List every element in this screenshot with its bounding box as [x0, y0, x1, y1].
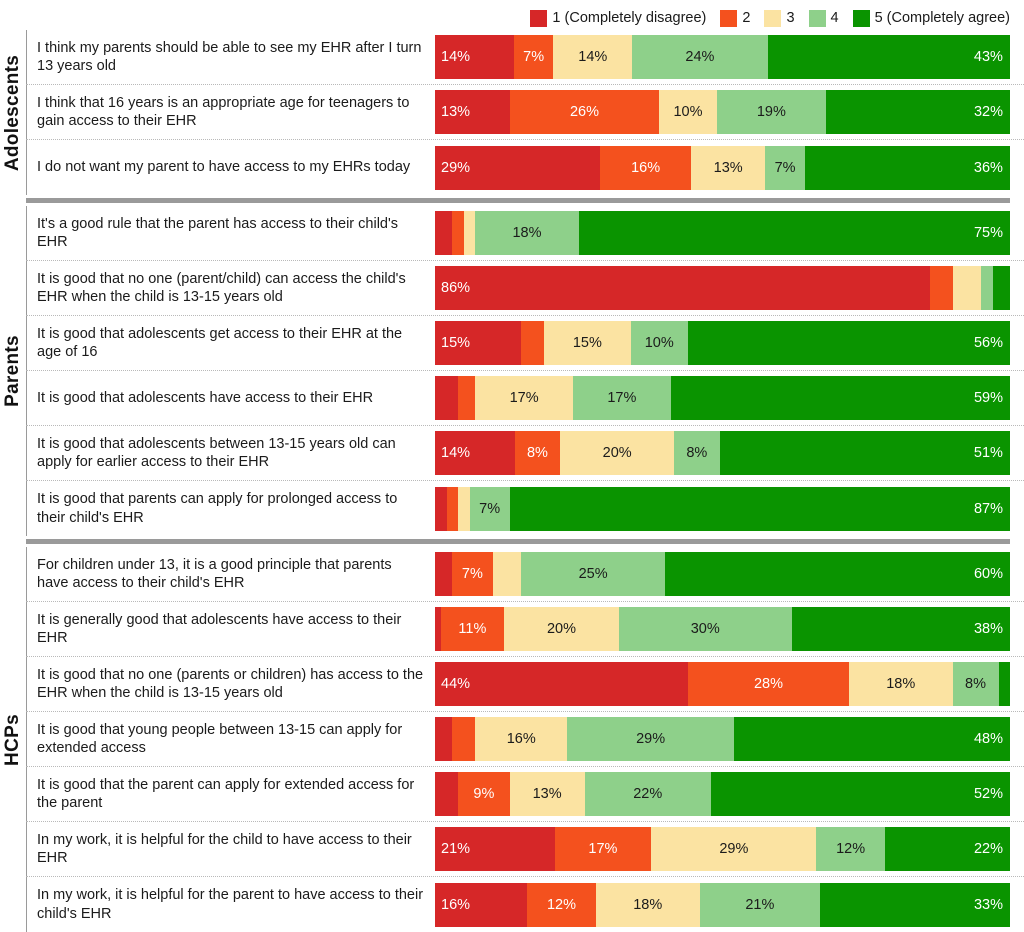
group-label: HCPs — [2, 713, 23, 766]
legend-swatch — [809, 10, 826, 27]
stacked-bar — [435, 321, 1010, 365]
bar-segment-2: 17% — [555, 827, 652, 871]
bar-segment-2 — [458, 376, 475, 420]
row-label: It is good that young people between 13-15 can apply for extended access — [26, 712, 435, 766]
bar-segment-4: 30% — [619, 607, 792, 651]
chart-row — [26, 602, 1024, 657]
legend-item — [809, 10, 839, 27]
bar-segment-1: 14% — [435, 431, 515, 475]
bar-segment-2: 7% — [452, 552, 492, 596]
stacked-bar — [435, 266, 1010, 310]
bar-segment-5: 52% — [711, 772, 1010, 816]
stacked-bar — [435, 827, 1010, 871]
stacked-bar — [435, 772, 1010, 816]
row-label: I think my parents should be able to see my EHR after I turn 13 years old — [26, 30, 435, 84]
bar-segment-5: 75% — [579, 211, 1010, 255]
legend-label: 1 (Completely disagree) — [552, 10, 707, 26]
bar-wrapper — [435, 140, 1024, 195]
bar-segment-2: 7% — [514, 35, 553, 79]
bar-segment-1 — [435, 552, 452, 596]
bar-segment-3: 13% — [691, 146, 765, 190]
chart-row — [26, 30, 1024, 85]
bar-segment-3: 14% — [553, 35, 632, 79]
bar-segment-3: 20% — [560, 431, 674, 475]
bar-wrapper — [435, 877, 1024, 932]
chart-row — [26, 877, 1024, 932]
bar-wrapper — [435, 30, 1024, 84]
bar-segment-2: 16% — [600, 146, 691, 190]
bar-wrapper — [435, 261, 1024, 315]
bar-segment-5: 43% — [768, 35, 1010, 79]
bar-segment-1: 16% — [435, 883, 527, 927]
bar-segment-3: 15% — [544, 321, 630, 365]
legend-label: 5 (Completely agree) — [874, 10, 1010, 26]
group-label-cell — [0, 30, 26, 195]
bar-segment-3: 16% — [475, 717, 567, 761]
bar-segment-2 — [447, 487, 459, 531]
bar-segment-2 — [521, 321, 544, 365]
bar-wrapper — [435, 481, 1024, 536]
bar-segment-3 — [464, 211, 476, 255]
bar-segment-1 — [435, 376, 458, 420]
bar-segment-1: 14% — [435, 35, 514, 79]
chart-row — [26, 140, 1024, 195]
chart-row — [26, 767, 1024, 822]
chart-row — [26, 371, 1024, 426]
bar-segment-4: 8% — [674, 431, 720, 475]
row-label: It is generally good that adolescents have access to their EHR — [26, 602, 435, 656]
chart-row — [26, 712, 1024, 767]
legend-swatch — [720, 10, 737, 27]
group-adolescents — [0, 30, 1024, 195]
bar-segment-3: 18% — [596, 883, 700, 927]
stacked-bar — [435, 662, 1010, 706]
bar-segment-5: 38% — [792, 607, 1011, 651]
bar-segment-5: 60% — [665, 552, 1010, 596]
legend-label: 4 — [830, 10, 839, 26]
bar-segment-4: 22% — [585, 772, 712, 816]
bar-segment-1 — [435, 487, 447, 531]
row-label: For children under 13, it is a good principle that parents have access to their child's EHR — [26, 547, 435, 601]
bar-segment-2: 26% — [510, 90, 660, 134]
row-label: It is good that the parent can apply for extended access for the parent — [26, 767, 435, 821]
bar-segment-3: 29% — [651, 827, 816, 871]
bar-segment-4: 12% — [816, 827, 884, 871]
bar-segment-5: 87% — [510, 487, 1010, 531]
stacked-bar — [435, 376, 1010, 420]
bar-segment-4: 8% — [953, 662, 999, 706]
legend-label: 3 — [786, 10, 795, 26]
bar-segment-5 — [993, 266, 1010, 310]
bar-segment-4: 29% — [567, 717, 734, 761]
bar-segment-1 — [435, 211, 452, 255]
bar-segment-3 — [953, 266, 982, 310]
bar-segment-3 — [458, 487, 470, 531]
chart-legend — [0, 0, 1024, 30]
group-divider — [26, 539, 1010, 544]
chart-row — [26, 481, 1024, 536]
bar-segment-2 — [452, 717, 475, 761]
bar-segment-5: 48% — [734, 717, 1010, 761]
row-label: It is good that no one (parents or children) has access to the EHR when the child is 13-15 years old — [26, 657, 435, 711]
stacked-bar — [435, 552, 1010, 596]
bar-segment-2: 11% — [441, 607, 504, 651]
bar-segment-1 — [435, 772, 458, 816]
bar-segment-1: 29% — [435, 146, 600, 190]
bar-segment-4: 24% — [632, 35, 767, 79]
row-label: It is good that adolescents get access to their EHR at the age of 16 — [26, 316, 435, 370]
stacked-bar — [435, 146, 1010, 190]
bar-wrapper — [435, 371, 1024, 425]
row-label: It is good that adolescents between 13-15 years old can apply for earlier access to their EHR — [26, 426, 435, 480]
row-label: In my work, it is helpful for the parent to have access to their child's EHR — [26, 877, 435, 932]
bar-wrapper — [435, 822, 1024, 876]
row-label: It is good that parents can apply for prolonged access to their child's EHR — [26, 481, 435, 536]
bar-segment-4: 18% — [475, 211, 579, 255]
chart-row — [26, 261, 1024, 316]
chart-row — [26, 657, 1024, 712]
bar-wrapper — [435, 85, 1024, 139]
chart-row — [26, 206, 1024, 261]
bar-segment-5: 56% — [688, 321, 1010, 365]
bar-segment-5 — [999, 662, 1011, 706]
group-rows — [26, 547, 1024, 932]
legend-item — [853, 10, 1010, 27]
stacked-bar — [435, 883, 1010, 927]
bar-segment-4: 17% — [573, 376, 671, 420]
group-label: Parents — [2, 335, 23, 407]
stacked-bar — [435, 211, 1010, 255]
bar-segment-2: 9% — [458, 772, 510, 816]
bar-segment-5: 33% — [820, 883, 1010, 927]
bar-segment-2: 12% — [527, 883, 596, 927]
legend-item — [720, 10, 750, 27]
bar-segment-5: 51% — [720, 431, 1010, 475]
bar-wrapper — [435, 767, 1024, 821]
stacked-bar — [435, 717, 1010, 761]
bar-segment-3: 10% — [659, 90, 717, 134]
bar-wrapper — [435, 657, 1024, 711]
stacked-bar — [435, 35, 1010, 79]
bar-segment-2: 28% — [688, 662, 849, 706]
chart-row — [26, 426, 1024, 481]
bar-wrapper — [435, 316, 1024, 370]
bar-segment-4: 19% — [717, 90, 826, 134]
bar-segment-1: 44% — [435, 662, 688, 706]
bar-segment-5: 32% — [826, 90, 1010, 134]
bar-segment-3: 20% — [504, 607, 619, 651]
bar-segment-1 — [435, 717, 452, 761]
bar-segment-1: 21% — [435, 827, 555, 871]
bar-segment-5: 59% — [671, 376, 1010, 420]
bar-segment-4: 7% — [765, 146, 805, 190]
bar-wrapper — [435, 602, 1024, 656]
stacked-bar — [435, 431, 1010, 475]
row-label: I think that 16 years is an appropriate age for teenagers to gain access to their EHR — [26, 85, 435, 139]
row-label: It is good that no one (parent/child) can access the child's EHR when the child is 13-15 years old — [26, 261, 435, 315]
bar-wrapper — [435, 206, 1024, 260]
bar-segment-1: 13% — [435, 90, 510, 134]
bar-segment-5: 36% — [805, 146, 1010, 190]
row-label: It is good that adolescents have access to their EHR — [26, 371, 435, 425]
bar-wrapper — [435, 547, 1024, 601]
bar-segment-3: 18% — [849, 662, 953, 706]
bar-segment-5: 22% — [885, 827, 1010, 871]
bar-wrapper — [435, 426, 1024, 480]
chart-row — [26, 547, 1024, 602]
group-rows — [26, 206, 1024, 536]
legend-item — [764, 10, 794, 27]
bar-segment-3: 13% — [510, 772, 585, 816]
legend-swatch — [853, 10, 870, 27]
legend-label: 2 — [742, 10, 751, 26]
bar-segment-2 — [452, 211, 464, 255]
row-label: It's a good rule that the parent has access to their child's EHR — [26, 206, 435, 260]
chart-row — [26, 822, 1024, 877]
row-label: In my work, it is helpful for the child to have access to their EHR — [26, 822, 435, 876]
bar-segment-3: 17% — [475, 376, 573, 420]
bar-segment-2: 8% — [515, 431, 561, 475]
bar-segment-1: 15% — [435, 321, 521, 365]
row-label: I do not want my parent to have access to my EHRs today — [26, 140, 435, 195]
group-parents — [0, 206, 1024, 536]
legend-swatch — [530, 10, 547, 27]
group-hcps — [0, 547, 1024, 932]
bar-segment-4: 7% — [470, 487, 510, 531]
bar-segment-2 — [930, 266, 953, 310]
chart-row — [26, 85, 1024, 140]
group-rows — [26, 30, 1024, 195]
bar-segment-4: 25% — [521, 552, 665, 596]
chart-groups — [0, 30, 1024, 932]
bar-segment-4 — [981, 266, 993, 310]
chart-row — [26, 316, 1024, 371]
group-label-cell — [0, 547, 26, 932]
bar-segment-4: 21% — [700, 883, 821, 927]
bar-segment-3 — [493, 552, 522, 596]
group-label-cell — [0, 206, 26, 536]
stacked-bar — [435, 90, 1010, 134]
bar-segment-1: 86% — [435, 266, 930, 310]
bar-wrapper — [435, 712, 1024, 766]
bar-segment-4: 10% — [631, 321, 689, 365]
legend-item — [530, 10, 706, 27]
stacked-bar — [435, 487, 1010, 531]
stacked-bar — [435, 607, 1010, 651]
group-label: Adolescents — [2, 54, 23, 171]
group-divider — [26, 198, 1010, 203]
legend-swatch — [764, 10, 781, 27]
